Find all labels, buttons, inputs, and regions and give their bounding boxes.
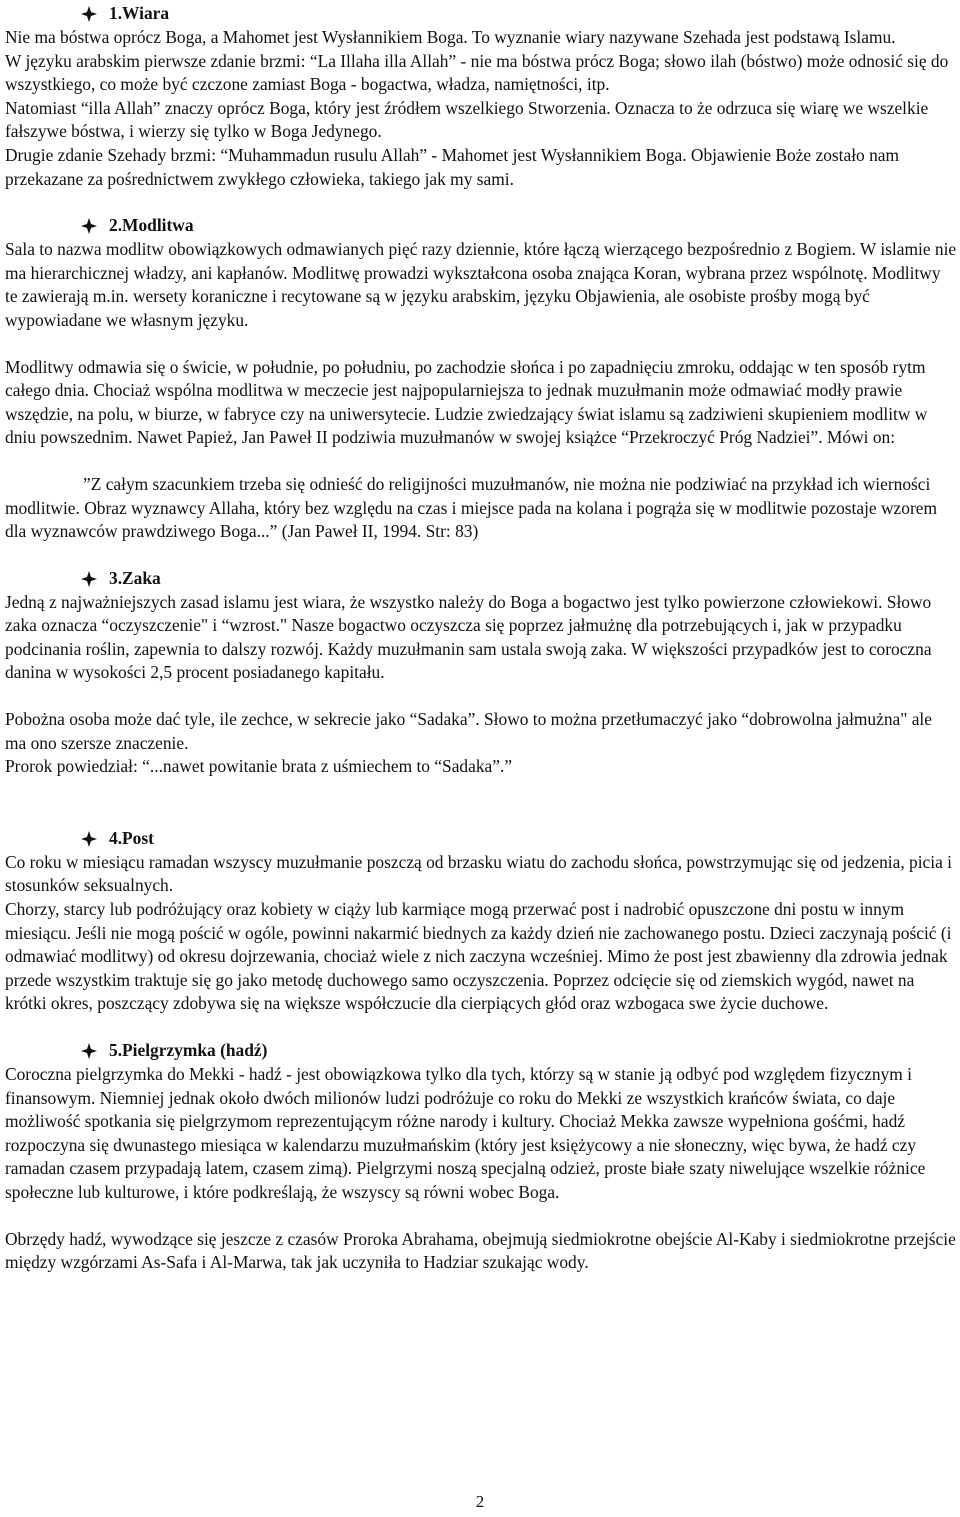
paragraph: W języku arabskim pierwsze zdanie brzmi: “La Illaha illa Allah” - nie ma bóstwa prócz Boga; słowo ilah (bóstwo) może odnosić się do wszystkiego, co może być czczone zamiast Boga - bogactwa, władza, namiętności, itp. xyxy=(5,50,949,95)
diamond-bullet-icon xyxy=(81,831,97,847)
paragraph: Coroczna pielgrzymka do Mekki - hadź - jest obowiązkowa tylko dla tych, którzy są w stanie ją odbyć pod względem fizycznym i finansowym. Niemniej jednak około dwóch milionów ludzi podróżuje co roku do Mekki ze wszystkich krańców świata, co daje możliwość spotkania się pielgrzymom reprezentującym różne narody i kultury. Chociaż Mekka zawsze wypełniona gośćmi, hadź rozpoczyna się dwunastego miesiąca w kalendarzu muzułmańskim (który jest księżycowy a nie słoneczny, więc bywa, że hadź czy ramadan czasem przypadają latem, czasem zimą). Pielgrzymi noszą specjalną odzież, proste białe szaty niwelujące wszelkie różnice społeczne lub kulturowe, i które podkreślają, że wszyscy są równi wobec Boga. xyxy=(5,1064,926,1202)
block-quote: ”Z całym szacunkiem trzeba się odnieść do religijności muzułmanów, nie można nie podziwiać na przykład ich wierności modlitwie. Obraz wyznawcy Allaha, który bez względu na czas i miejsce pada na kolana i pogrąża się w modlitwie pozostaje wzorem dla wyznawców prawdziwego Boga...” (Jan Paweł II, 1994. Str: 83) xyxy=(5,473,937,542)
section-title: 1.Wiara xyxy=(109,3,170,24)
paragraph: Natomiast “illa Allah” znaczy oprócz Boga, który jest źródłem wszelkiego Stworzenia. Oznacza to że odrzuca się wiarę we wszelkie fałszywe bóstwa, i wierzy się tylko w Boga Jedynego. xyxy=(5,97,929,142)
page-number: 2 xyxy=(475,1492,485,1511)
section-heading-modlitwa xyxy=(81,214,957,238)
paragraph: Obrzędy hadź, wywodzące się jeszcze z czasów Proroka Abrahama, obejmują siedmiokrotne obejście Al-Kaby i siedmiokrotne przejście między wzgórzami As-Safa i Al-Marwa, tak jak uczyniła to Hadziar szukając wody. xyxy=(5,1228,956,1273)
paragraph: Sala to nazwa modlitw obowiązkowych odmawianych pięć razy dziennie, które łączą wierzącego bezpośrednio z Bogiem. W islamie nie ma hierarchicznej władzy, ani kapłanów. Modlitwę prowadzi wykształcona osoba znająca Koran, wybrana przez wspólnotę. Modlitwy te zawierają m.in. wersety koraniczne i recytowane są w języku arabskim, języku Objawienia, ale osobiste prośby mogą być wypowiadane we własnym języku. xyxy=(5,239,957,330)
diamond-bullet-icon xyxy=(81,571,97,587)
paragraph: Nie ma bóstwa oprócz Boga, a Mahomet jest Wysłannikiem Boga. To wyznanie wiary nazywane Szehada jest podstawą Islamu. xyxy=(5,27,896,47)
section-title: 5.Pielgrzymka (hadź) xyxy=(109,1040,268,1061)
paragraph: Co roku w miesiącu ramadan wszyscy muzułmanie poszczą od brzasku wiatu do zachodu słońca, powstrzymując się od jedzenia, picia i stosunków seksualnych. xyxy=(5,851,952,896)
section-heading-zaka xyxy=(81,567,957,591)
diamond-bullet-icon xyxy=(81,1043,97,1059)
diamond-bullet-icon xyxy=(81,218,97,234)
section-title: 2.Modlitwa xyxy=(109,215,194,236)
diamond-bullet-icon xyxy=(81,6,97,22)
paragraph: Pobożna osoba może dać tyle, ile zechce, w sekrecie jako “Sadaka”. Słowo to można przetłumaczyć jako “dobrowolna jałmużna" ale ma ono szersze znaczenie. xyxy=(5,709,932,753)
section-heading-post xyxy=(81,827,957,851)
paragraph: Modlitwy odmawia się o świcie, w południe, po południu, po zachodzie słońca i po zapadnięciu zmroku, oddając w ten sposób rytm całego dnia. Chociaż wspólna modlitwa w meczecie jest najpopularniejsza to jednak muzułmanin może odmawiać modły prawie wszędzie, na polu, w biurze, w fabryce czy na uniwersytecie. Ludzie zwiedzający świat islamu są zadziwieni skupieniem modlitw w dniu powszednim. Nawet Papież, Jan Paweł II podziwia muzułmanów w swojej książce “Przekroczyć Próg Nadziei”. Mówi on: xyxy=(5,356,928,448)
section-heading-pielgrzymka xyxy=(81,1039,957,1063)
paragraph: Drugie zdanie Szehady brzmi: “Muhammadun rusulu Allah” - Mahomet jest Wysłannikiem Boga. Objawienie Boże zostało nam przekazane za pośrednictwem zwykłego człowieka, takiego jak my sami. xyxy=(5,144,900,189)
section-title: 3.Zaka xyxy=(109,567,161,588)
paragraph: Prorok powiedział: “...nawet powitanie brata z uśmiechem to “Sadaka”.” xyxy=(5,756,513,777)
paragraph: Jedną z najważniejszych zasad islamu jest wiara, że wszystko należy do Boga a bogactwo jest tylko powierzone człowiekowi. Słowo zaka oznacza “oczyszczenie" i “wzrost." Nasze bogactwo oczyszcza się poprzez jałmużnę dla potrzebujących i, jak w przypadku podcinania roślin, zapewnia to dalszy rozwój. Każdy muzułmanin sam ustala swoją zaka. W większości przypadków jest to coroczna danina w wysokości 2,5 procent posiadanego kapitału. xyxy=(5,591,932,683)
section-title: 4.Post xyxy=(109,828,154,849)
section-heading-wiara xyxy=(81,2,957,26)
paragraph: Chorzy, starcy lub podróżujący oraz kobiety w ciąży lub karmiące mogą przerwać post i nadrobić opuszczone dni postu w innym miesiącu. Jeśli nie mogą pościć w ogóle, powinni nakarmić biednych za każdy dzień nie zachowanego postu. Dzieci zaczynają pościć (i odmawiać modlitwy) od okresu dojrzewania, chociaż wiele z nich zaczyna wcześniej. Mimo że post jest zbawienny dla zdrowia jednak przede wszystkim traktuje się go jako metodę duchowego samo oczyszczenia. Poprzez odcięcie się od ziemskich wygód, nawet na krótki okres, poszczący zdobywa się na większe współczucie dla cierpiących głód oraz wzbogaca swe życie duchowe. xyxy=(5,899,952,1014)
document-page xyxy=(5,2,957,1275)
